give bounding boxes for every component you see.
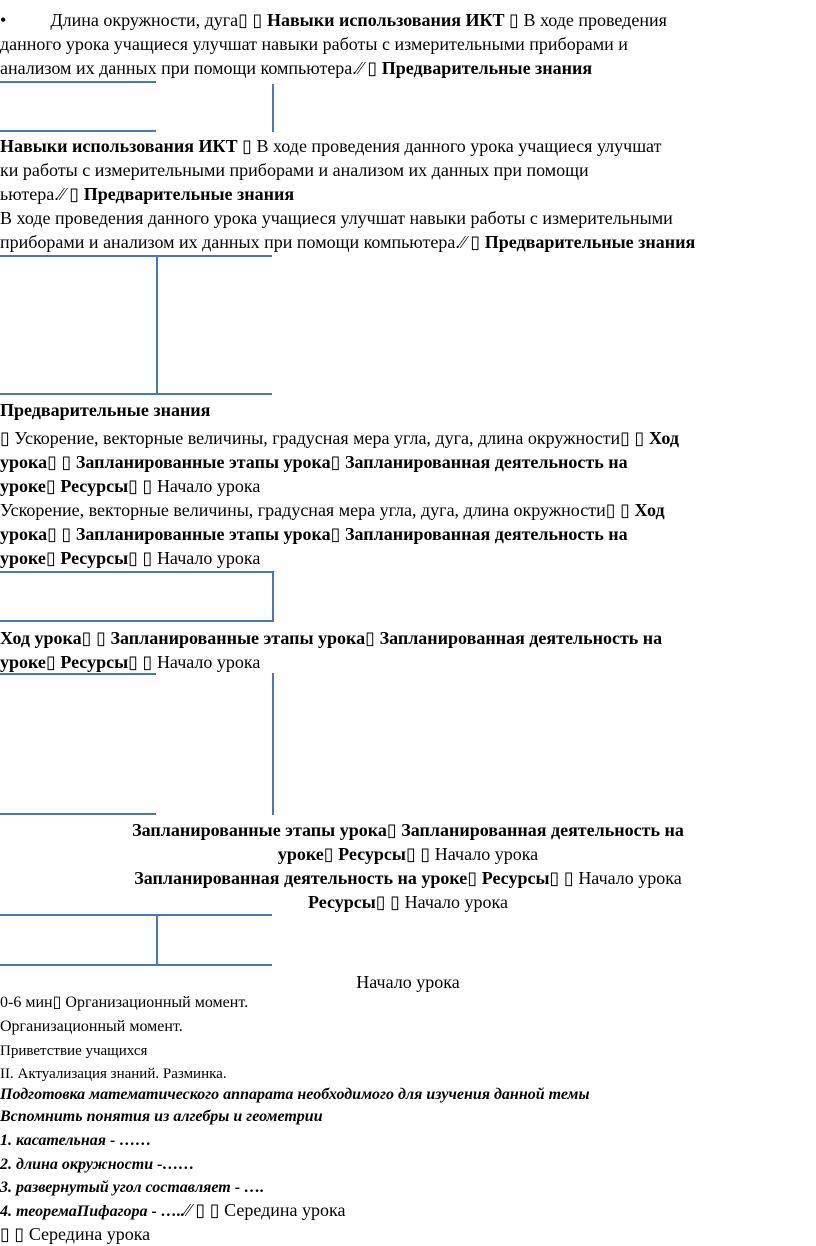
text-line — [0, 134, 661, 158]
text-run: Начало урока — [430, 844, 539, 864]
bold-run: Предварительные знания — [377, 58, 593, 78]
text-line — [0, 426, 679, 450]
box-glyph: ▯ — [365, 628, 376, 648]
box-glyph: ▯ — [509, 10, 519, 30]
slash-glyph: ⁄⁄ — [356, 58, 363, 78]
bold-run: Навыки использования ИКТ — [0, 136, 243, 156]
text-run: Начало урока — [152, 548, 261, 568]
text-run: Ускорение, векторные величины, градусная мера угла, дуга, длина окружности — [0, 500, 606, 520]
bold-run: Ход — [644, 428, 679, 448]
box-glyph: ▯ — [242, 136, 252, 156]
text-line: ки работы с измерительными приборами и анализом их данных при помощи — [0, 160, 589, 180]
text-run: В ходе проведения — [518, 10, 667, 30]
box-glyph: ▯ — [367, 58, 378, 78]
box-glyph: ▯ — [14, 1224, 25, 1244]
text-line — [0, 992, 248, 1014]
text-run: анализом их данных при помощи компьютера. — [0, 58, 357, 78]
text-run: Организационный момент. — [61, 994, 249, 1011]
box-glyph: ▯ — [142, 652, 153, 672]
bold-run: уроке — [0, 548, 46, 568]
box-glyph: ▯ — [61, 524, 72, 544]
text-line: В ходе проведения данного урока учащиеся улучшат навыки работы с измерительными — [0, 208, 673, 228]
box-glyph: ▯ — [634, 428, 645, 448]
box-glyph: ▯ — [420, 844, 431, 864]
box-glyph: ▯ — [386, 820, 397, 840]
connector-line — [272, 84, 274, 132]
box-glyph: ▯ — [61, 452, 72, 472]
text-line — [0, 230, 695, 254]
box-glyph: ▯ — [128, 476, 139, 496]
box-glyph: ▯ — [142, 548, 153, 568]
connector-line — [0, 964, 272, 966]
text-run: 0-6 мин — [0, 994, 53, 1011]
box-glyph: ▯ — [405, 844, 416, 864]
text-run: Середина урока — [219, 1200, 346, 1220]
box-glyph: ▯ — [47, 524, 58, 544]
connector-line — [156, 914, 158, 966]
bold-run: Запланированная деятельность на — [340, 452, 628, 472]
italic-line: 1. касательная - …… — [0, 1132, 152, 1149]
bold-run: Ход — [630, 500, 665, 520]
text-line — [0, 1222, 150, 1246]
text-run: Ускорение, векторные величины, градусная мера угла, дуга, длина окружности — [9, 428, 621, 448]
connector-line — [0, 673, 156, 675]
bold-run: Ресурсы — [307, 892, 376, 912]
box-glyph: ▯ — [330, 452, 341, 472]
box-glyph: ▯ — [323, 844, 334, 864]
bold-run: Запланированная деятельность на — [375, 628, 663, 648]
box-glyph: ▯ — [96, 628, 106, 648]
box-glyph: ▯ — [128, 652, 139, 672]
box-glyph: ▯ — [45, 652, 56, 672]
box-glyph: ▯ — [620, 428, 631, 448]
bold-run: Запланированная деятельность на — [340, 524, 628, 544]
text-line — [0, 546, 260, 570]
bold-run: уроке — [0, 476, 46, 496]
text-line — [0, 56, 592, 80]
box-glyph: ▯ — [375, 892, 386, 912]
text-run: Начало урока — [152, 652, 261, 672]
text-line-centered: Начало урока — [356, 972, 460, 992]
connector-line — [272, 673, 274, 815]
box-glyph: ▯ — [238, 10, 249, 30]
bold-run: Предварительные знания — [79, 184, 295, 204]
text-run: Начало урока — [400, 892, 508, 912]
bold-run: урока — [0, 524, 48, 544]
bold-run: уроке — [0, 652, 46, 672]
bold-run: Ресурсы — [55, 476, 129, 496]
box-glyph: ▯ — [69, 184, 80, 204]
box-glyph: ▯ — [605, 500, 616, 520]
bold-run: урока — [0, 452, 48, 472]
bullet: • — [0, 10, 7, 30]
bold-run: Предварительные знания — [0, 400, 211, 420]
connector-line — [0, 81, 156, 83]
text-line: II. Актуализация знаний. Разминка. — [0, 1066, 227, 1082]
bold-run: Запланированные этапы урока — [132, 820, 387, 840]
box-glyph: ▯ — [252, 10, 263, 30]
bullet-line — [0, 8, 667, 32]
bold-run: Запланированная деятельность на уроке — [134, 868, 468, 888]
bold-run: Предварительные знания — [480, 232, 696, 252]
connector-line — [0, 255, 272, 257]
box-glyph: ▯ — [142, 476, 153, 496]
connector-line — [272, 571, 274, 622]
text-run: В ходе проведения данного урока учащиеся улучшат — [251, 136, 662, 156]
slash-glyph: ⁄⁄ — [459, 232, 466, 252]
text-line — [0, 474, 260, 498]
box-glyph: ▯ — [330, 524, 341, 544]
text-line — [0, 522, 628, 546]
bold-run: Запланированные этапы урока — [71, 524, 331, 544]
text-line-centered — [0, 842, 816, 866]
box-glyph: ▯ — [52, 994, 62, 1011]
text-run: Середина урока — [24, 1224, 151, 1244]
connector-line — [0, 620, 272, 622]
box-glyph: ▯ — [620, 500, 631, 520]
box-glyph: ▯ — [81, 628, 92, 648]
section-heading — [0, 398, 210, 422]
bold-run: Ресурсы — [477, 868, 550, 888]
text-line: Организационный момент. — [0, 1018, 183, 1035]
box-glyph: ▯ — [45, 476, 56, 496]
bold-run: уроке — [277, 844, 324, 864]
box-glyph: ▯ — [470, 232, 481, 252]
text-line-centered — [0, 818, 816, 842]
box-glyph: ▯ — [0, 1224, 10, 1244]
text-run: Длина окружности, дуга — [50, 10, 239, 30]
text-line-centered — [0, 866, 816, 890]
box-glyph: ▯ — [0, 428, 10, 448]
text-run: Начало урока — [152, 476, 261, 496]
text-line — [0, 650, 260, 674]
slash-glyph: ⁄⁄ — [184, 1200, 191, 1220]
connector-line — [0, 813, 156, 815]
text-run: ьютера. — [0, 184, 59, 204]
text-line — [0, 626, 662, 650]
box-glyph: ▯ — [390, 892, 401, 912]
bold-run: Ресурсы — [333, 844, 406, 864]
text-line-centered — [0, 890, 816, 914]
box-glyph: ▯ — [128, 548, 139, 568]
bold-run: Ресурсы — [55, 652, 129, 672]
text-line: Приветствие учащихся — [0, 1043, 148, 1059]
box-glyph: ▯ — [45, 548, 56, 568]
box-glyph: ▯ — [549, 868, 560, 888]
connector-line — [156, 257, 158, 394]
box-glyph: ▯ — [467, 868, 478, 888]
connector-line — [0, 571, 272, 573]
connector-line — [0, 393, 272, 395]
text-run: Начало урока — [573, 868, 682, 888]
text-run: приборами и анализом их данных при помощи компьютера. — [0, 232, 460, 252]
box-glyph: ▯ — [209, 1200, 220, 1220]
text-line — [0, 450, 628, 474]
text-line — [0, 498, 665, 522]
box-glyph: ▯ — [47, 452, 58, 472]
bold-run: Ресурсы — [55, 548, 129, 568]
italic-line: 3. развернутый угол составляет - …. — [0, 1179, 265, 1196]
slash-glyph: ⁄⁄ — [58, 184, 65, 204]
italic-run: 4. теоремаПифагора - ….. — [0, 1203, 185, 1220]
italic-line: Вспомнить понятия из алгебры и геометрии — [0, 1108, 323, 1125]
connector-line — [0, 130, 156, 132]
bold-run: Ход урока — [0, 628, 82, 648]
bold-run: Запланированная деятельность на — [396, 820, 684, 840]
italic-line: 2. длина окружности -…… — [0, 1156, 195, 1173]
text-line — [0, 182, 294, 206]
text-line: данного урока учащиеся улучшат навыки работы с измерительными приборами и — [0, 34, 628, 54]
box-glyph: ▯ — [563, 868, 574, 888]
bold-run: Запланированные этапы урока — [71, 452, 331, 472]
bold-run: Запланированные этапы урока — [105, 628, 366, 648]
box-glyph: ▯ — [195, 1200, 206, 1220]
connector-line — [0, 914, 272, 916]
bold-run: Навыки использования ИКТ — [262, 10, 510, 30]
italic-line: Подготовка математического аппарата необходимого для изучения данной темы — [0, 1086, 590, 1103]
text-line — [0, 1198, 346, 1223]
